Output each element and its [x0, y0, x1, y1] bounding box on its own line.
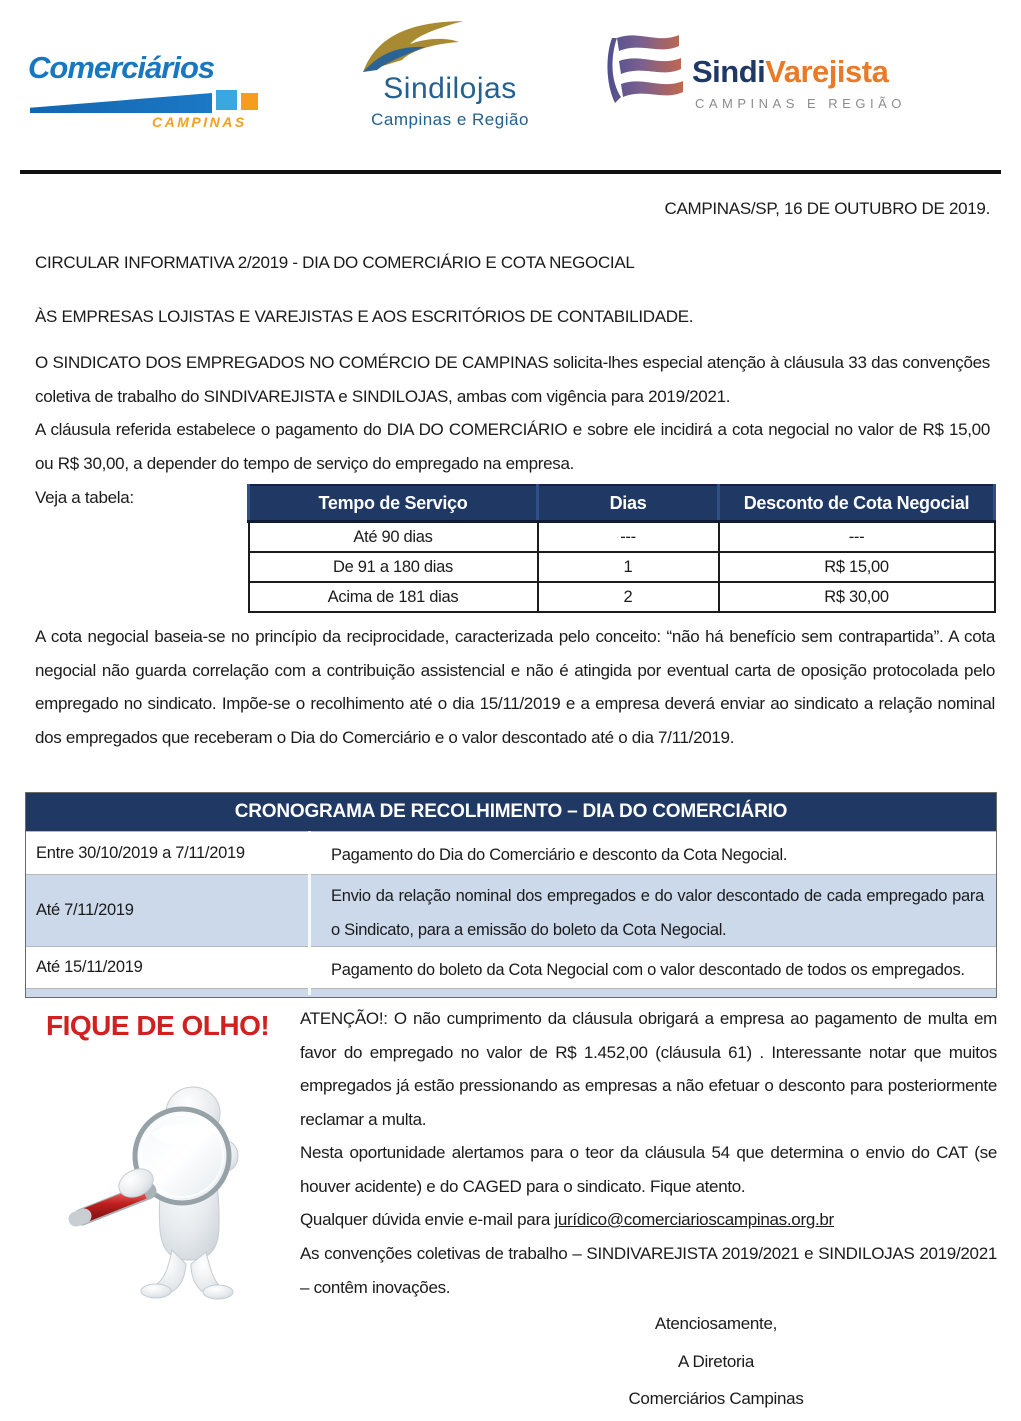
sindilojas-logo-wordmark: Sindilojas: [383, 72, 517, 105]
service-cell: Acima de 181 dias: [249, 582, 538, 612]
table-row: [26, 874, 996, 946]
schedule-table: [25, 792, 997, 998]
service-cell: R$ 30,00: [719, 582, 995, 612]
schedule-table-title: CRONOGRAMA DE RECOLHIMENTO – DIA DO COMERCIÁRIO: [26, 793, 996, 831]
email-intro-text: Qualquer dúvida envie e-mail para: [300, 1210, 555, 1229]
sindivarejista-wave-icon: [605, 30, 685, 125]
service-cell: Até 90 dias: [249, 522, 538, 553]
sindivarejista-logo: [600, 28, 980, 128]
schedule-description: Pagamento do boleto da Cota Negocial com o valor descontado de todos os empregados.: [331, 960, 965, 979]
closing-salutation: Atenciosamente,: [654, 1314, 778, 1333]
alert-email-line: [300, 1203, 997, 1237]
comerciarios-swoosh-icon: [30, 93, 212, 113]
service-table-header-tempo: Tempo de Serviço: [249, 485, 538, 522]
email-link[interactable]: jurídico@comerciarioscampinas.org.br: [554, 1210, 834, 1229]
comerciarios-orange-square-icon: [241, 93, 258, 110]
service-time-table: [247, 484, 996, 613]
closing-signature-org: Comerciários Campinas: [628, 1389, 804, 1408]
alert-headline: FIQUE DE OLHO!: [46, 1010, 270, 1041]
table-row: [26, 946, 996, 988]
closing-signature-role: A Diretoria: [677, 1351, 755, 1371]
subject-line: CIRCULAR INFORMATIVA 2/2019 - DIA DO COMERCIÁRIO E COTA NEGOCIAL: [35, 253, 635, 272]
paragraph-3: A cota negocial baseia-se no princípio da reciprocidade, caracterizada pelo conceito: “não há benefício sem contrapartida”. A cota negocial não guarda correlação com a contribuição assistencial e não é atingida por eventual carta de oposição protocolada pelo empregado no sindicato. Impõe-se o recolhimento até o dia 15/11/2019 e a empresa deverá enviar ao sindicato a relação nominal dos empregados que receberam o Dia do Comerciário e o valor descontado até o dia 7/11/2019.: [35, 627, 995, 747]
service-cell: 2: [538, 582, 719, 612]
schedule-description: Envio da relação nominal dos empregados e do valor descontado de cada empregado para o Sindicato, para a emissão do boleto da Cota Negocial.: [331, 887, 984, 939]
comerciarios-logo-city: CAMPINAS: [152, 114, 247, 130]
service-table-header-dias: Dias: [538, 485, 719, 522]
service-table-header-row: [249, 485, 995, 522]
table-row: [26, 831, 996, 874]
service-cell: 1: [538, 552, 719, 582]
schedule-period: Até 7/11/2019: [36, 901, 134, 919]
magnifier-figure-image: [60, 1080, 300, 1300]
service-cell: ---: [538, 522, 719, 553]
alert-paragraph-2: Nesta oportunidade alertamos para o teor da cláusula 54 que determina o envio do CAT (se houver acidente) e do CAGED para o sindicato. Fique atento.: [300, 1143, 997, 1196]
schedule-period: Até 15/11/2019: [36, 958, 143, 976]
sindivarejista-logo-region: CAMPINAS E REGIÃO: [695, 96, 906, 111]
schedule-period: Entre 30/10/2019 a 7/11/2019: [36, 843, 245, 862]
paragraph-1: O SINDICATO DOS EMPREGADOS NO COMÉRCIO DE CAMPINAS solicita-lhes especial atenção à cláusula 33 das convenções coletiva de trabalho do SINDIVAREJISTA e SINDILOJAS, ambas com vigência para 2019/2021.: [35, 353, 990, 406]
table-intro-label: Veja a tabela:: [35, 488, 134, 507]
schedule-description: Pagamento do Dia do Comerciário e desconto da Cota Negocial.: [331, 846, 788, 864]
alert-paragraph-1: ATENÇÃO!: O não cumprimento da cláusula obrigará a empresa ao pagamento de multa em favor do empregado no valor de R$ 1.452,00 (cláusula 61) . Interessante notar que muitos empregados já estão pressionando as empresas a não efetuar o desconto para posteriormente reclamar a multa.: [300, 1009, 997, 1129]
alert-paragraph-3: As convenções coletivas de trabalho – SINDIVAREJISTA 2019/2021 e SINDILOJAS 2019/2021 – contêm inovações.: [300, 1244, 997, 1297]
service-cell: De 91 a 180 dias: [249, 552, 538, 582]
table-row: [249, 522, 995, 553]
table-row: [249, 552, 995, 582]
table-row: [249, 582, 995, 612]
header-divider-rule: [20, 170, 1001, 174]
sindilojas-logo: [345, 14, 555, 139]
sindilojas-logo-region: Campinas e Região: [371, 110, 529, 129]
sindivarejista-wordmark-sindi: Sindi: [692, 54, 766, 89]
date-line: CAMPINAS/SP, 16 DE OUTUBRO DE 2019.: [664, 199, 990, 218]
sindivarejista-logo-wordmark: [692, 54, 888, 90]
service-cell: R$ 15,00: [719, 552, 995, 582]
comerciarios-blue-square-icon: [216, 90, 237, 110]
service-table-header-desconto: Desconto de Cota Negocial: [719, 485, 995, 522]
sindilojas-bird-icon: [359, 16, 469, 76]
addressee-line: ÀS EMPRESAS LOJISTAS E VAREJISTAS E AOS ESCRITÓRIOS DE CONTABILIDADE.: [35, 307, 694, 326]
service-cell: ---: [719, 522, 995, 553]
schedule-table-bottom-strip: [26, 988, 996, 997]
schedule-column-separator: [308, 831, 311, 995]
sindivarejista-wordmark-varejista: Varejista: [765, 54, 889, 89]
paragraph-2: A cláusula referida estabelece o pagamento do DIA DO COMERCIÁRIO e sobre ele incidirá a cota negocial no valor de R$ 15,00 ou R$ 30,00, a depender do tempo de serviço do empregado na empresa.: [35, 420, 990, 473]
comerciarios-logo: [28, 50, 268, 140]
closing-block: [466, 1305, 966, 1418]
comerciarios-logo-wordmark: Comerciários: [28, 50, 215, 85]
